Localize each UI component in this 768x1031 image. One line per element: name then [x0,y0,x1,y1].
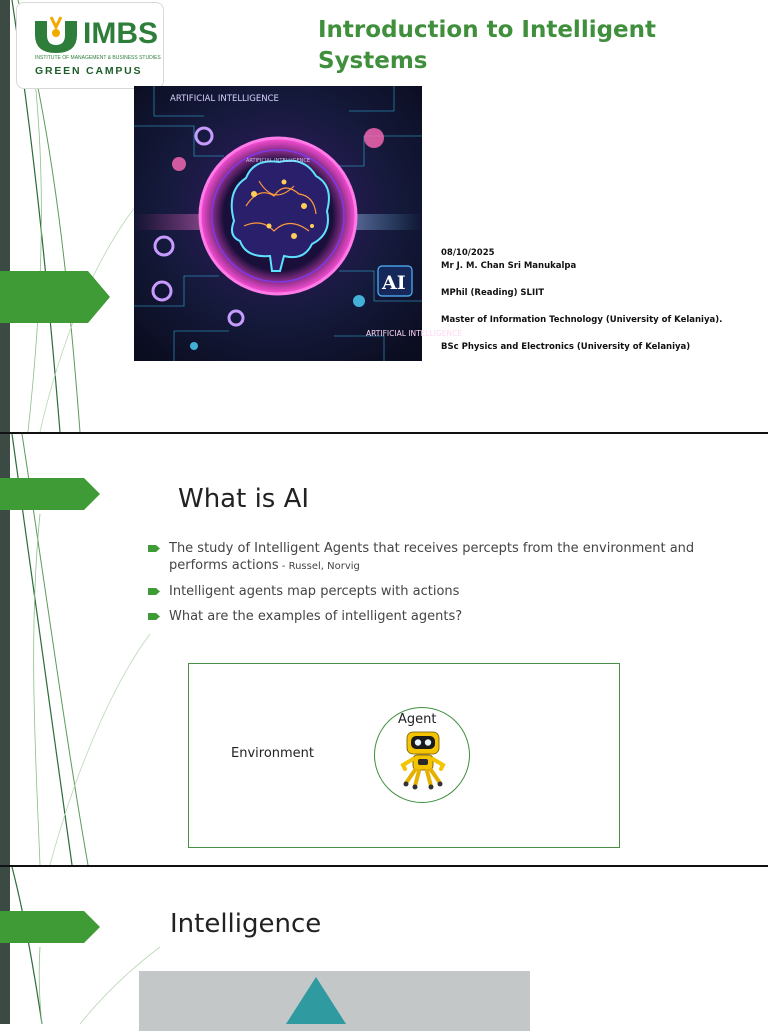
environment-label: Environment [231,746,315,761]
hero-label-top: ARTIFICIAL INTELLIGENCE [170,94,279,104]
robot-icon [398,729,448,789]
arrow-bullet-icon [148,545,160,552]
pyramid-triangle-icon [286,977,346,1024]
arrow-bullet-icon [148,588,160,595]
hero-label-bottom: ARTIFICIAL INTELLIGENCE [366,329,463,338]
green-arrow-tab [0,478,100,510]
slide-heading: Intelligence [170,909,322,939]
logo-campus-text: GREEN CAMPUS [35,65,143,77]
hero-label-ai: AI [382,272,406,294]
green-arrow-tab [0,271,110,323]
bullet-list [148,540,738,633]
bullet-text: The study of Intelligent Agents that receives percepts from the environment and performs actions [169,541,695,573]
bullet-item [148,608,738,625]
qualification-2: Master of Information Technology (University of Kelaniya). [441,315,723,325]
presenter-name: Mr J. M. Chan Sri Manukalpa [441,261,577,271]
agent-label: Agent [398,712,437,727]
bullet-text: What are the examples of intelligent agents? [169,609,463,624]
bullet-text: Intelligent agents map percepts with actions [169,584,460,599]
green-arrow-tab [0,911,100,943]
slide-1 [0,0,768,432]
slide-2 [0,434,768,865]
hero-label-mid: ARTIFICIAL INTELLIGENCE [246,158,311,164]
bullet-item [148,540,738,575]
environment-diagram [188,663,620,848]
slide-date: 08/10/2025 [441,248,495,258]
logo-subtitle: INSTITUTE OF MANAGEMENT & BUSINESS STUDIES [35,55,161,61]
arrow-bullet-icon [148,613,160,620]
bullet-item [148,583,738,600]
qualification-1: MPhil (Reading) SLIIT [441,288,545,298]
logo-emblem-icon [31,15,81,53]
logo-brand-text: IMBS [83,17,158,50]
bullet-citation: - Russel, Norvig [278,561,360,572]
slide-title: Introduction to Intelligent Systems [318,17,657,74]
slide-3 [0,867,768,1024]
ai-brain-illustration [134,86,463,361]
slide-heading: What is AI [178,484,310,514]
imbs-logo [16,2,164,89]
decorative-curves [0,867,160,1024]
qualification-3: BSc Physics and Electronics (University of Kelaniya) [441,342,691,352]
